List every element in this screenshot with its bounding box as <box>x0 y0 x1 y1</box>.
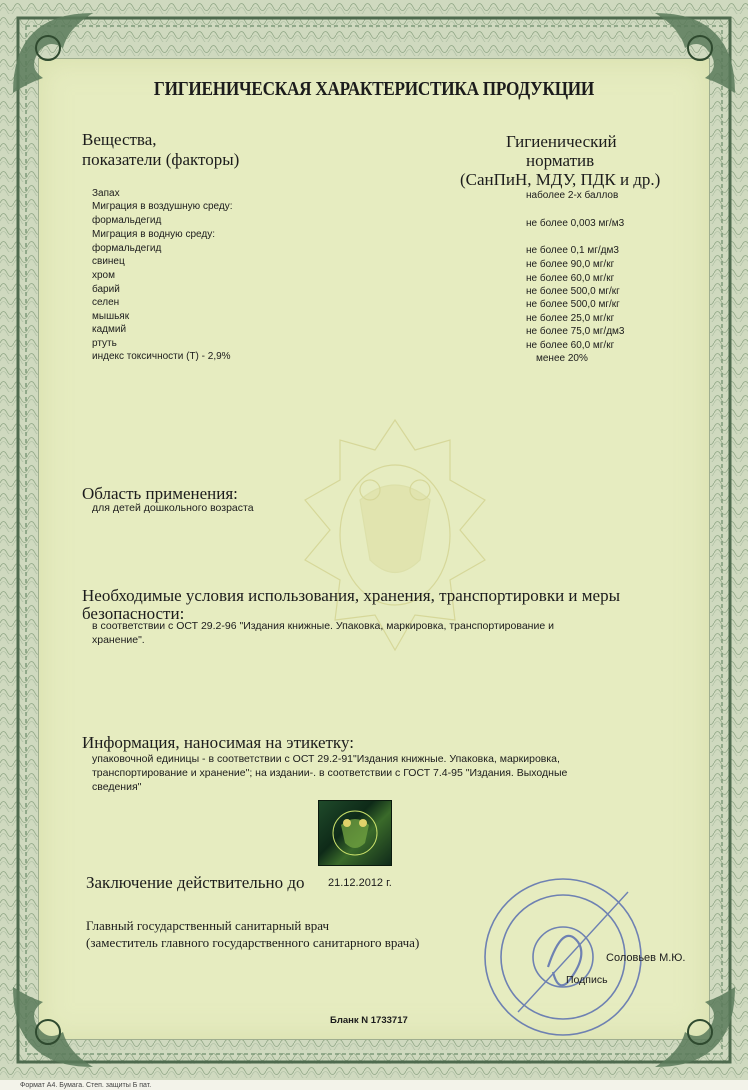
conditions-heading: Необходимые условия использования, хранения, транспортировки и меры <box>82 586 620 605</box>
column-header-norm-line3: (СанПиН, МДУ, ПДК и др.) <box>460 170 661 189</box>
signature-label: Подпись <box>566 974 608 986</box>
column-header-substances: Вещества, <box>82 130 157 149</box>
conditions-text-line2: хранение". <box>92 634 145 646</box>
row-name: мышьяк <box>92 311 130 322</box>
row-name: Миграция в воздушную среду: <box>92 201 233 212</box>
validity-label: Заключение действительно до <box>86 873 305 892</box>
row-name: ртуть <box>92 338 117 349</box>
state-emblem-watermark <box>290 410 500 680</box>
deputy-doctor-title: (заместитель главного государственного санитарного врача) <box>86 935 420 950</box>
row-value: не более 25,0 мг/кг <box>526 313 615 324</box>
scope-text: для детей дошкольного возраста <box>92 502 254 514</box>
row-name: индекс токсичности (Т) - 2,9% <box>92 351 231 362</box>
hologram-emblem <box>318 800 392 866</box>
column-header-norm: Гигиенический <box>506 132 617 151</box>
row-name: хром <box>92 270 115 281</box>
signer-name: Соловьев М.Ю. <box>606 952 686 964</box>
chief-doctor-title: Главный государственный санитарный врач <box>86 918 330 933</box>
label-info-text: упаковочной единицы - в соответствии с ОСТ 29.2-91"Издания книжные. Упаковка, маркировка, <box>92 753 560 765</box>
label-info-text-line2: транспортирование и хранение"; на издании-. в соответствии с ГОСТ 7.4-95 "Издания. Выходные <box>92 767 568 779</box>
label-info-heading: Информация, наносимая на этикетку: <box>82 733 354 752</box>
row-value: менее 20% <box>536 353 588 364</box>
conditions-text: в соответствии с ОСТ 29.2-96 "Издания книжные. Упаковка, маркировка, транспортирование и <box>92 620 554 632</box>
row-value: не более 60,0 мг/кг <box>526 273 615 284</box>
row-name: формальдегид <box>92 215 162 226</box>
column-header-norm-line2: норматив <box>526 151 595 170</box>
label-info-text-line3: сведения" <box>92 781 142 793</box>
validity-date: 21.12.2012 г. <box>328 877 392 889</box>
row-name: Миграция в водную среду: <box>92 229 215 240</box>
blank-number: Бланк N 1733717 <box>330 1015 408 1026</box>
row-name: свинец <box>92 256 125 267</box>
row-value: не более 0,1 мг/дм3 <box>526 245 619 256</box>
corner-ornament-bottom-left <box>8 982 98 1072</box>
row-value: не более 75,0 мг/дм3 <box>526 326 625 337</box>
document-title: ГИГИЕНИЧЕСКАЯ ХАРАКТЕРИСТИКА ПРОДУКЦИИ <box>153 78 595 100</box>
row-value: не более 500,0 мг/кг <box>526 299 620 310</box>
footer-note: Формат А4. Бумага. Степ. защиты Б пат. <box>20 1082 152 1089</box>
row-value: не более 60,0 мг/кг <box>526 340 615 351</box>
row-name: селен <box>92 297 120 308</box>
column-header-substances-line2: показатели (факторы) <box>82 150 240 169</box>
row-name: барий <box>92 284 120 295</box>
scope-heading: Область применения: <box>82 484 238 503</box>
row-value: наболее 2-х баллов <box>526 190 619 201</box>
conditions-heading-line2: безопасности: <box>82 604 185 623</box>
row-name: Запах <box>92 188 120 199</box>
row-value: не более 90,0 мг/кг <box>526 259 615 270</box>
row-name: кадмий <box>92 324 127 335</box>
row-value: не более 500,0 мг/кг <box>526 286 620 297</box>
corner-ornament-bottom-right <box>650 982 740 1072</box>
row-value: не более 0,003 мг/м3 <box>526 218 625 229</box>
row-name: формальдегид <box>92 243 162 254</box>
